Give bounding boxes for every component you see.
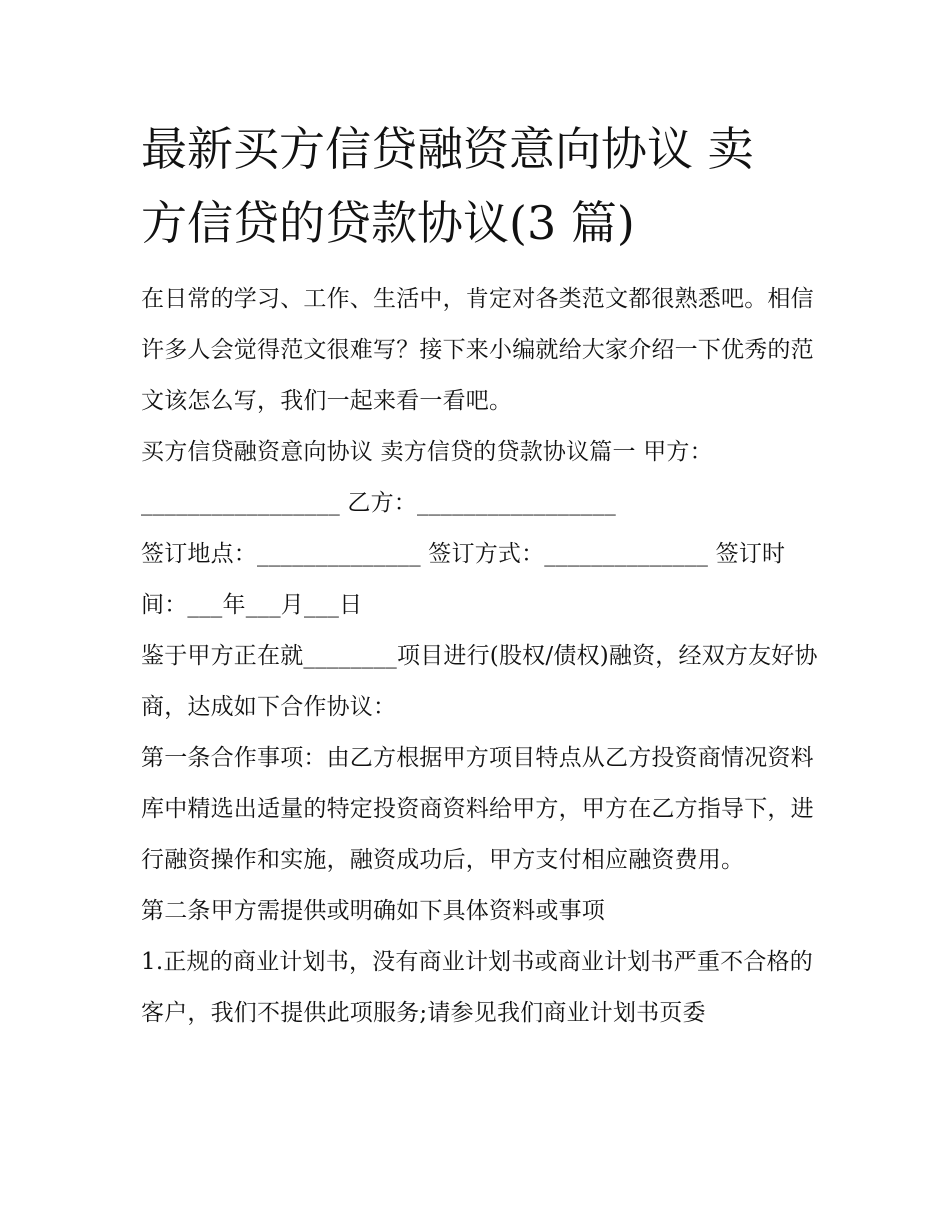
party-a-b-paragraph: 买方信贷融资意向协议 卖方信贷的贷款协议篇一 甲方：_________________ 乙方：_________________ <box>141 439 713 516</box>
title-line-2: 方信贷的贷款协议(3 篇) <box>141 196 635 250</box>
title-line-1: 最新买方信贷融资意向协议 卖 <box>141 122 754 176</box>
signing-info-paragraph: 签订地点：______________ 签订方式：______________ 签订时间：___年___月___日 <box>141 541 786 618</box>
document-title <box>141 112 821 260</box>
document-body <box>141 112 821 1039</box>
recital-paragraph: 鉴于甲方正在就________项目进行(股权/债权)融资，经双方友好协商，达成如下合作协议： <box>141 643 818 720</box>
article-2-heading: 第二条甲方需提供或明确如下具体资料或事项 <box>141 898 605 924</box>
item-1-paragraph: 1.正规的商业计划书，没有商业计划书或商业计划书严重不合格的客户，我们不提供此项服务;请参见我们商业计划书页委 <box>141 949 813 1026</box>
intro-paragraph: 在日常的学习、工作、生活中，肯定对各类范文都很熟悉吧。相信许多人会觉得范文很难写？接下来小编就给大家介绍一下优秀的范文该怎么写，我们一起来看一看吧。 <box>141 286 814 414</box>
article-1-paragraph: 第一条合作事项：由乙方根据甲方项目特点从乙方投资商情况资料库中精选出适量的特定投资商资料给甲方，甲方在乙方指导下，进行融资操作和实施，融资成功后，甲方支付相应融资费用。 <box>141 745 814 873</box>
